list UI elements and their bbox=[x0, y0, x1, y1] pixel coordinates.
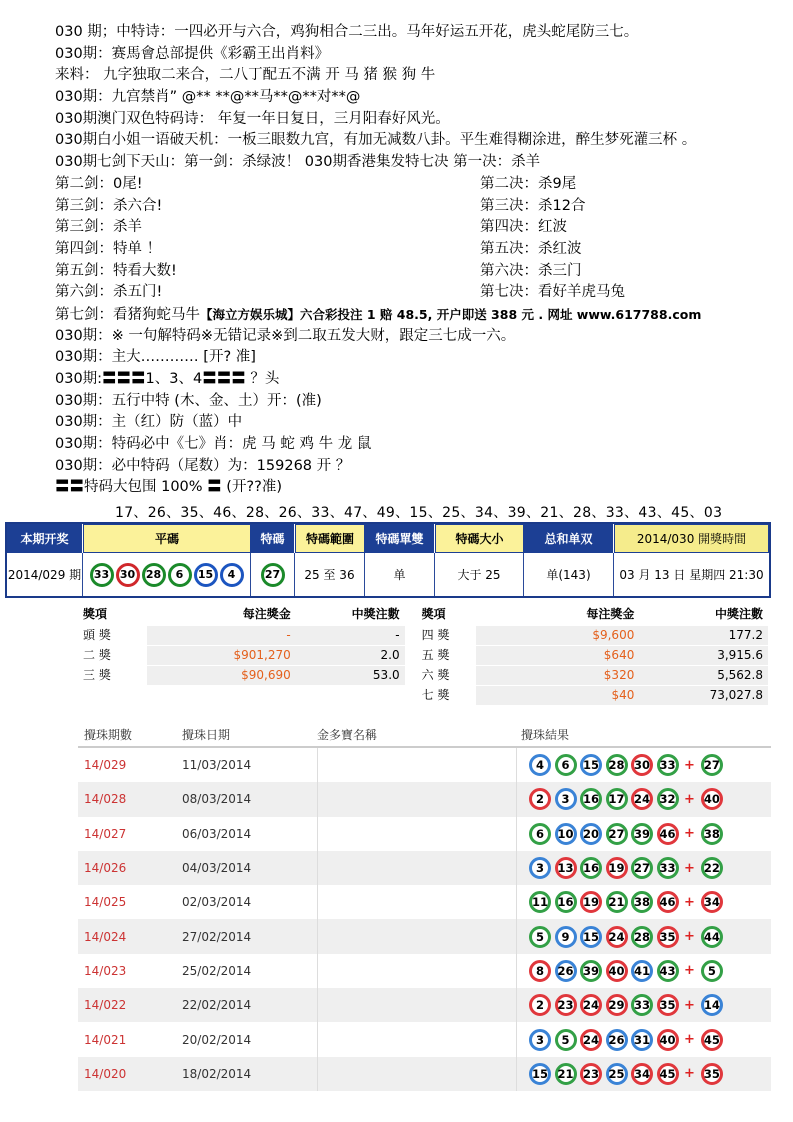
history-period: 14/020 bbox=[84, 1066, 127, 1081]
ball: 5 bbox=[555, 1029, 577, 1051]
special-ball: 45 bbox=[701, 1029, 723, 1051]
plus-icon: + bbox=[684, 997, 695, 1013]
prize-cell: - bbox=[296, 626, 405, 645]
ball: 39 bbox=[631, 823, 653, 845]
history-name bbox=[317, 1057, 517, 1091]
prize-table bbox=[78, 603, 768, 705]
ball: 24 bbox=[580, 994, 602, 1016]
draw-range: 25 至 36 bbox=[295, 553, 365, 596]
prize-header-cell: 獎項 bbox=[83, 606, 108, 621]
history-name bbox=[317, 1022, 517, 1056]
ball: 10 bbox=[555, 823, 577, 845]
text-line bbox=[55, 304, 775, 326]
history-date: 25/02/2014 bbox=[182, 963, 252, 978]
ball: 2 bbox=[529, 788, 551, 810]
history-name bbox=[317, 748, 517, 782]
history-balls bbox=[517, 788, 726, 810]
ball: 23 bbox=[555, 994, 577, 1016]
text-line-main: 030期：必中特码（尾数）为：159268 开 ？ bbox=[55, 457, 351, 474]
special-ball: 14 bbox=[701, 994, 723, 1016]
history-row bbox=[78, 1057, 771, 1091]
text-line-main: 第二剑：0尾! bbox=[55, 175, 143, 192]
ball: 46 bbox=[657, 823, 679, 845]
prize-cell: 3,915.6 bbox=[639, 646, 768, 665]
history-balls bbox=[517, 960, 726, 982]
history-name bbox=[317, 954, 517, 988]
prize-cell: 六 獎 bbox=[421, 667, 450, 682]
text-line-main: 030期白小姐一语破天机：一板三眼数九宫，有加无减数八卦。平生难得糊涂进，醉生梦死灌三杯 。 bbox=[55, 132, 697, 149]
ball: 6 bbox=[529, 823, 551, 845]
history-balls bbox=[517, 1063, 726, 1085]
ball: 3 bbox=[529, 1029, 551, 1051]
ball: 16 bbox=[580, 788, 602, 810]
history-date: 22/02/2014 bbox=[182, 998, 252, 1013]
ball: 2 bbox=[529, 994, 551, 1016]
prize-cell: 2.0 bbox=[296, 646, 405, 665]
history-table bbox=[78, 722, 771, 1091]
ball: 15 bbox=[580, 926, 602, 948]
ball: 26 bbox=[555, 960, 577, 982]
special-ball: 35 bbox=[701, 1063, 723, 1085]
history-date: 06/03/2014 bbox=[182, 826, 252, 841]
text-line bbox=[55, 456, 775, 478]
prize-row bbox=[78, 665, 768, 685]
ball: 46 bbox=[657, 891, 679, 913]
history-period: 14/024 bbox=[84, 929, 127, 944]
history-row bbox=[78, 954, 771, 988]
text-line bbox=[55, 87, 775, 109]
history-row bbox=[78, 919, 771, 953]
draw-period: 2014/029 期 bbox=[7, 553, 83, 596]
history-row bbox=[78, 1022, 771, 1056]
special-ball: 27 bbox=[701, 754, 723, 776]
ad-banner: 【海立方娱乐城】六合彩投注 1 赔 48.5, 开户即送 388 元 . 网址 www.617788.com bbox=[200, 306, 702, 322]
ball: 17 bbox=[606, 788, 628, 810]
prize-header-cell: 中獎注數 bbox=[714, 606, 763, 621]
text-line-main: 030期：※ 一句解特码※无错记录※到二取五发大财，跟定三七成一六。 bbox=[55, 327, 516, 344]
prize-row bbox=[78, 685, 768, 705]
prize-row bbox=[78, 625, 768, 645]
text-line-main: 030期：五行中特 (木、金、土）开：(准) bbox=[55, 392, 322, 409]
history-row bbox=[78, 782, 771, 816]
prize-cell: 頭 獎 bbox=[83, 627, 111, 642]
history-period: 14/021 bbox=[84, 1032, 127, 1047]
history-name bbox=[317, 817, 517, 851]
text-line-main: 来料： 九字独取二来合，二八丁配五不满 开 马 猪 猴 狗 牛 bbox=[55, 67, 436, 84]
history-row bbox=[78, 817, 771, 851]
ball: 30 bbox=[116, 563, 140, 587]
history-header-period: 攪珠期數 bbox=[84, 727, 133, 742]
text-line-main: 〓〓特码大包围 100% 〓 (开??准) bbox=[55, 479, 282, 496]
ball: 11 bbox=[529, 891, 551, 913]
draw-data-row bbox=[7, 553, 769, 596]
text-line-main: 030期：赛馬會总部提供《彩霸王出肖料》 bbox=[55, 45, 330, 62]
plus-icon: + bbox=[684, 1066, 695, 1082]
prize-cell: 三 獎 bbox=[83, 667, 111, 682]
ball: 19 bbox=[606, 857, 628, 879]
ball: 8 bbox=[529, 960, 551, 982]
special-ball: 34 bbox=[701, 891, 723, 913]
special-ball: 40 bbox=[701, 788, 723, 810]
text-line-main: 030 期；中特诗：一四必开与六合，鸡狗相合二三出。马年好运五开花，虎头蛇尾防三七。 bbox=[55, 24, 639, 40]
ball: 20 bbox=[580, 823, 602, 845]
history-period: 14/022 bbox=[84, 998, 127, 1013]
history-period: 14/028 bbox=[84, 792, 127, 807]
text-line-second: 第三决：杀12合 bbox=[480, 197, 586, 214]
ball: 19 bbox=[580, 891, 602, 913]
ball: 27 bbox=[606, 823, 628, 845]
history-period: 14/029 bbox=[84, 758, 127, 773]
text-line bbox=[55, 130, 775, 152]
history-date: 04/03/2014 bbox=[182, 861, 252, 876]
text-line-second: 第五决：杀红波 bbox=[480, 240, 582, 257]
prize-cell: $40 bbox=[476, 686, 639, 705]
draw-header-cell: 特碼單雙 bbox=[365, 524, 435, 553]
ball: 33 bbox=[657, 857, 679, 879]
ball: 15 bbox=[580, 754, 602, 776]
ball: 6 bbox=[168, 563, 192, 587]
text-line-main: 030期：主（红）防（蓝）中 bbox=[55, 414, 243, 431]
ball: 27 bbox=[631, 857, 653, 879]
plus-icon: + bbox=[684, 860, 695, 876]
draw-result-table bbox=[5, 522, 771, 598]
history-balls bbox=[517, 1029, 726, 1051]
history-period: 14/026 bbox=[84, 861, 127, 876]
ball: 35 bbox=[657, 994, 679, 1016]
text-line bbox=[55, 217, 775, 239]
ball: 5 bbox=[529, 926, 551, 948]
prize-cell: $901,270 bbox=[147, 646, 295, 665]
text-line bbox=[55, 22, 775, 44]
text-line-main: 030期：九宫禁肖” @** **@**马**@**对**@ bbox=[55, 89, 361, 106]
ball: 24 bbox=[631, 788, 653, 810]
plus-icon: + bbox=[684, 894, 695, 910]
text-line bbox=[55, 477, 775, 499]
prize-cell: $320 bbox=[476, 666, 639, 685]
text-line-second: 第七决：看好羊虎马兔 bbox=[480, 284, 625, 301]
history-date: 27/02/2014 bbox=[182, 929, 252, 944]
history-row bbox=[78, 885, 771, 919]
normal-balls bbox=[83, 553, 251, 596]
history-name bbox=[317, 919, 517, 953]
special-ball: 5 bbox=[701, 960, 723, 982]
draw-header-cell: 总和单双 bbox=[524, 524, 614, 553]
history-balls bbox=[517, 926, 726, 948]
prize-cell bbox=[147, 686, 295, 705]
ball: 29 bbox=[606, 994, 628, 1016]
text-line bbox=[55, 412, 775, 434]
text-line-main: 030期澳门双色特码诗： 年复一年日复日，三月阳春好风光。 bbox=[55, 110, 450, 127]
plus-icon: + bbox=[684, 757, 695, 773]
prize-cell: 53.0 bbox=[296, 666, 405, 685]
special-ball: 44 bbox=[701, 926, 723, 948]
text-line bbox=[55, 44, 775, 66]
draw-odd-even: 单 bbox=[365, 553, 435, 596]
prize-cell: 177.2 bbox=[639, 626, 768, 645]
prize-cell: - bbox=[147, 626, 295, 645]
special-ball bbox=[251, 553, 295, 596]
text-line bbox=[55, 326, 775, 348]
text-line bbox=[55, 391, 775, 413]
prize-cell: $9,600 bbox=[476, 626, 639, 645]
draw-header-cell: 本期开奖 bbox=[7, 524, 83, 553]
text-line-main: 第七剑：看猪狗蛇马牛 bbox=[55, 306, 200, 323]
ball: 40 bbox=[606, 960, 628, 982]
prize-cell: 七 獎 bbox=[421, 687, 450, 702]
ball: 30 bbox=[631, 754, 653, 776]
history-name bbox=[317, 988, 517, 1022]
prize-cell: 73,027.8 bbox=[639, 686, 768, 705]
ball: 25 bbox=[606, 1063, 628, 1085]
history-header bbox=[78, 722, 771, 748]
prize-row bbox=[78, 645, 768, 665]
text-line bbox=[55, 282, 775, 304]
text-line-main: 030期:〓〓〓1、3、4〓〓〓 ？头 bbox=[55, 371, 280, 387]
ball: 33 bbox=[631, 994, 653, 1016]
draw-sum: 单(143) bbox=[524, 553, 614, 596]
text-line-main: 第三剑：杀六合! bbox=[55, 197, 163, 214]
text-line-main: 030期：特码必中《七》肖：虎 马 蛇 鸡 牛 龙 鼠 bbox=[55, 436, 372, 453]
history-header-result: 攪珠結果 bbox=[521, 727, 570, 742]
ball: 28 bbox=[631, 926, 653, 948]
ball: 26 bbox=[606, 1029, 628, 1051]
prize-header-cell: 獎項 bbox=[421, 606, 446, 621]
draw-header-cell: 特碼大小 bbox=[435, 524, 524, 553]
ball: 15 bbox=[194, 563, 218, 587]
special-ball: 22 bbox=[701, 857, 723, 879]
ball: 28 bbox=[142, 563, 166, 587]
ball: 24 bbox=[606, 926, 628, 948]
ball: 3 bbox=[555, 788, 577, 810]
ball: 4 bbox=[220, 563, 244, 587]
text-line bbox=[55, 369, 775, 391]
prize-cell: 5,562.8 bbox=[639, 666, 768, 685]
ball: 9 bbox=[555, 926, 577, 948]
text-line-main: 030期七剑下天山：第一剑：杀绿波！ 030期香港集发特七决 第一决：杀羊 bbox=[55, 154, 541, 171]
history-balls bbox=[517, 994, 726, 1016]
draw-big-small: 大于 25 bbox=[435, 553, 524, 596]
prize-header bbox=[78, 603, 768, 625]
draw-next-time: 03 月 13 日 星期四 21:30 bbox=[619, 568, 764, 582]
history-period: 14/025 bbox=[84, 895, 127, 910]
text-line bbox=[55, 196, 775, 218]
ball: 24 bbox=[580, 1029, 602, 1051]
text-line-second: 第四决：红波 bbox=[480, 219, 567, 236]
history-date: 08/03/2014 bbox=[182, 792, 252, 807]
history-date: 18/02/2014 bbox=[182, 1066, 252, 1081]
special-ball: 38 bbox=[701, 823, 723, 845]
ball: 32 bbox=[657, 788, 679, 810]
history-balls bbox=[517, 754, 726, 776]
text-line-main: 第四剑：特单 ！ bbox=[55, 240, 162, 257]
ball: 38 bbox=[631, 891, 653, 913]
plus-icon: + bbox=[684, 1032, 695, 1048]
text-line bbox=[55, 174, 775, 196]
prize-cell: 四 獎 bbox=[421, 627, 450, 642]
prize-header-cell: 每注獎金 bbox=[242, 606, 291, 621]
plus-icon: + bbox=[684, 791, 695, 807]
ball: 27 bbox=[261, 563, 285, 587]
ball: 39 bbox=[580, 960, 602, 982]
ball: 4 bbox=[529, 754, 551, 776]
history-name bbox=[317, 782, 517, 816]
prize-header-cell: 中獎注數 bbox=[351, 606, 400, 621]
ball: 21 bbox=[606, 891, 628, 913]
draw-header-cell: 特碼範圍 bbox=[295, 524, 365, 553]
draw-header-cell: 2014/030 開獎時間 bbox=[614, 524, 769, 553]
history-row bbox=[78, 851, 771, 885]
text-line-main: 030期：主大………… [开? 准] bbox=[55, 349, 256, 366]
ball: 23 bbox=[580, 1063, 602, 1085]
ball: 43 bbox=[657, 960, 679, 982]
prize-cell: $90,690 bbox=[147, 666, 295, 685]
history-balls bbox=[517, 891, 726, 913]
history-balls bbox=[517, 857, 726, 879]
prize-cell: 五 獎 bbox=[421, 647, 450, 662]
text-line bbox=[55, 347, 775, 369]
history-row bbox=[78, 748, 771, 782]
draw-header-cell: 特碼 bbox=[251, 524, 295, 553]
ball: 40 bbox=[657, 1029, 679, 1051]
ball: 33 bbox=[90, 563, 114, 587]
ball: 31 bbox=[631, 1029, 653, 1051]
text-line bbox=[55, 239, 775, 261]
plus-icon: + bbox=[684, 929, 695, 945]
text-line bbox=[55, 65, 775, 87]
ball: 16 bbox=[580, 857, 602, 879]
plus-icon: + bbox=[684, 963, 695, 979]
text-line bbox=[55, 109, 775, 131]
prize-cell bbox=[296, 686, 405, 705]
draw-header-row bbox=[7, 524, 769, 553]
history-date: 20/02/2014 bbox=[182, 1032, 252, 1047]
draw-header-cell: 平碼 bbox=[83, 524, 251, 553]
ball: 34 bbox=[631, 1063, 653, 1085]
prize-header-cell: 每注獎金 bbox=[586, 606, 635, 621]
text-line bbox=[55, 152, 775, 174]
numbers-line: 17、26、35、46、28、26、33、47、49、15、25、34、39、21、28、33、43、45、03 bbox=[115, 505, 723, 521]
ball: 6 bbox=[555, 754, 577, 776]
history-header-name: 金多寶名稱 bbox=[317, 727, 378, 742]
history-date: 02/03/2014 bbox=[182, 895, 252, 910]
history-balls bbox=[517, 823, 726, 845]
prize-cell: 二 獎 bbox=[83, 647, 111, 662]
ball: 3 bbox=[529, 857, 551, 879]
history-period: 14/027 bbox=[84, 826, 127, 841]
text-line-main: 第六剑：杀五门! bbox=[55, 284, 163, 301]
plus-icon: + bbox=[684, 826, 695, 842]
history-date: 11/03/2014 bbox=[182, 758, 252, 773]
ball: 33 bbox=[657, 754, 679, 776]
ball: 16 bbox=[555, 891, 577, 913]
text-line-second: 第二决：杀9尾 bbox=[480, 175, 577, 192]
prediction-text bbox=[55, 22, 775, 499]
ball: 28 bbox=[606, 754, 628, 776]
history-period: 14/023 bbox=[84, 963, 127, 978]
ball: 15 bbox=[529, 1063, 551, 1085]
prize-cell bbox=[78, 686, 147, 705]
text-line-second: 第六决：杀三门 bbox=[480, 262, 582, 279]
history-header-date: 攪珠日期 bbox=[182, 727, 231, 742]
text-line-main: 第五剑：特看大数! bbox=[55, 262, 177, 279]
history-name bbox=[317, 851, 517, 885]
text-line bbox=[55, 434, 775, 456]
ball: 45 bbox=[657, 1063, 679, 1085]
ball: 41 bbox=[631, 960, 653, 982]
text-line-main: 第三剑：杀羊 bbox=[55, 219, 142, 236]
history-name bbox=[317, 885, 517, 919]
history-row bbox=[78, 988, 771, 1022]
prize-cell: $640 bbox=[476, 646, 639, 665]
ball: 13 bbox=[555, 857, 577, 879]
ball: 35 bbox=[657, 926, 679, 948]
text-line bbox=[55, 261, 775, 283]
ball: 21 bbox=[555, 1063, 577, 1085]
